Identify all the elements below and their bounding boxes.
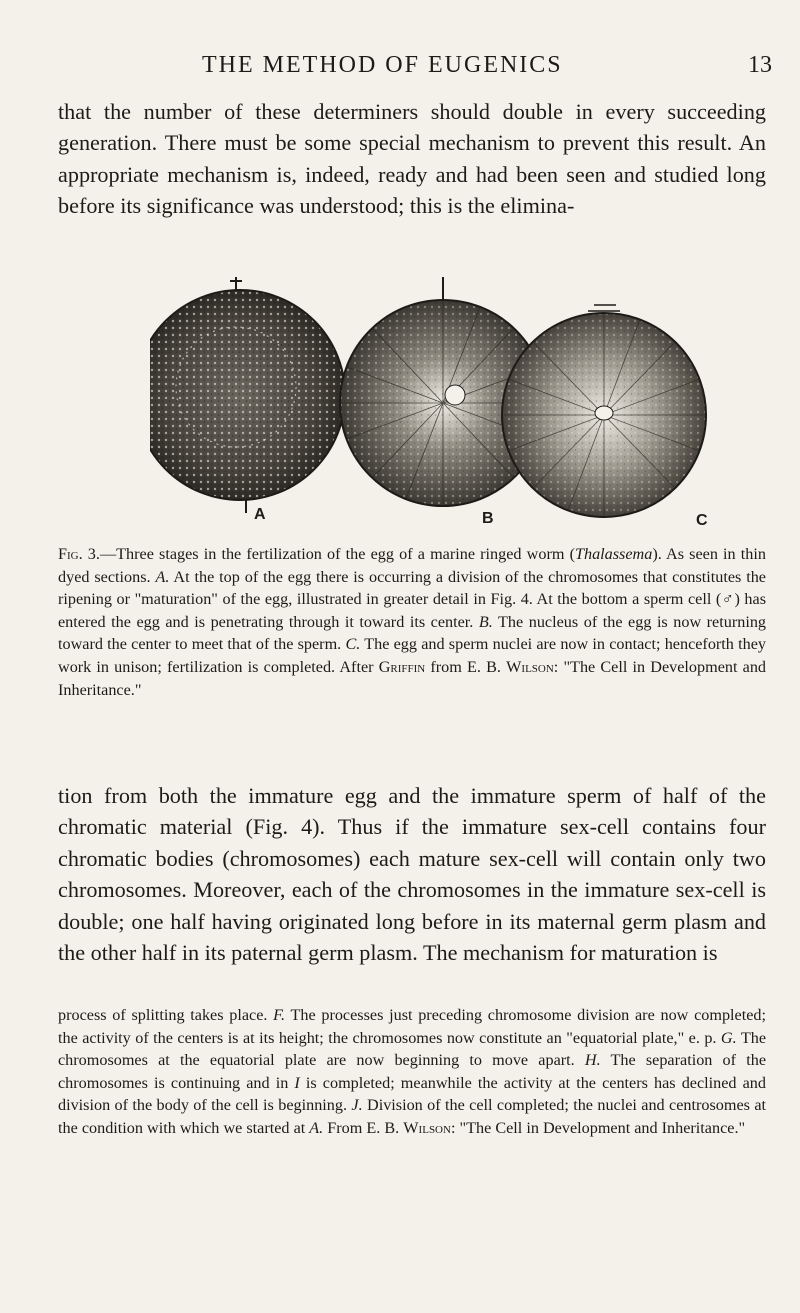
running-head: [0, 52, 800, 82]
footnote-author: Wilson: [403, 1118, 451, 1137]
egg-a: [150, 277, 345, 513]
caption-fig-ref: Fig. 3.: [58, 545, 100, 563]
footnote: process of splitting takes place. F. The processes just preceding chromosome division are now completed; the activity of the centers is at its height; the chromosomes now constitute an "equatorial plate," e. p. G. The chromosomes at the equatorial plate are now beginning to move apart. H. The separation of the chromosomes is continuing and in I is completed; meanwhile the activity at the centers has declined and division of the body of the cell is beginning. J. Division of the cell completed; the nuclei and centrosomes at the condition with which we started at A. From E. B. Wilson: "The Cell in Development and Inheritance.": [58, 1006, 767, 1137]
figure-label-c: C: [696, 512, 708, 529]
page-number: 13: [748, 52, 772, 78]
egg-illustrations: [150, 277, 710, 532]
egg-c: [502, 305, 706, 517]
caption-genus: Thalassema: [574, 545, 653, 563]
fertilization-figure: [150, 277, 710, 532]
running-title: THE METHOD OF EUGENICS: [202, 52, 563, 78]
caption-author-1: Griffin: [378, 657, 426, 676]
paragraph-top: that the number of these determiners should double in every succeeding generation. There must be some special mechanism to prevent this result. An appropriate mechanism is, indeed, ready and had been seen and studied long before its significance was understood; this is the elimina-: [58, 99, 766, 219]
figure-label-a: A: [254, 506, 266, 523]
caption-author-2: Wilson: [506, 657, 554, 676]
paragraph-main: tion from both the immature egg and the immature sperm of half of the chromatic material (Fig. 4). Thus if the immature sex-cell contains four chromatic bodies (chromosomes) each mature sex-cell will contain only two chromosomes. Moreover, each of the chromosomes in the immature sex-cell is double; one half having originated long before in its maternal germ plasm and the other half in its paternal germ plasm. The mechanism for maturation is: [58, 783, 766, 966]
figure-caption: Fig. 3.—Three stages in the fertilization of the egg of a marine ringed worm (Thalassema). As seen in thin dyed sections. A. At the top of the egg there is occurring a division of the chromosomes that constitutes the ripening or "maturation" of the egg, illustrated in greater detail in Fig. 4. At the bottom a sperm cell (♂) has entered the egg and is penetrating through it toward its center. B. The nucleus of the egg is now returning toward the center to meet that of the sperm. C. The egg and sperm nuclei are now in contact; henceforth they work in unison; fertilization is completed. After Griffin from E. B. Wilson: "The Cell in Development and Inheritance.": [58, 545, 767, 699]
figure-label-b: B: [482, 510, 494, 527]
